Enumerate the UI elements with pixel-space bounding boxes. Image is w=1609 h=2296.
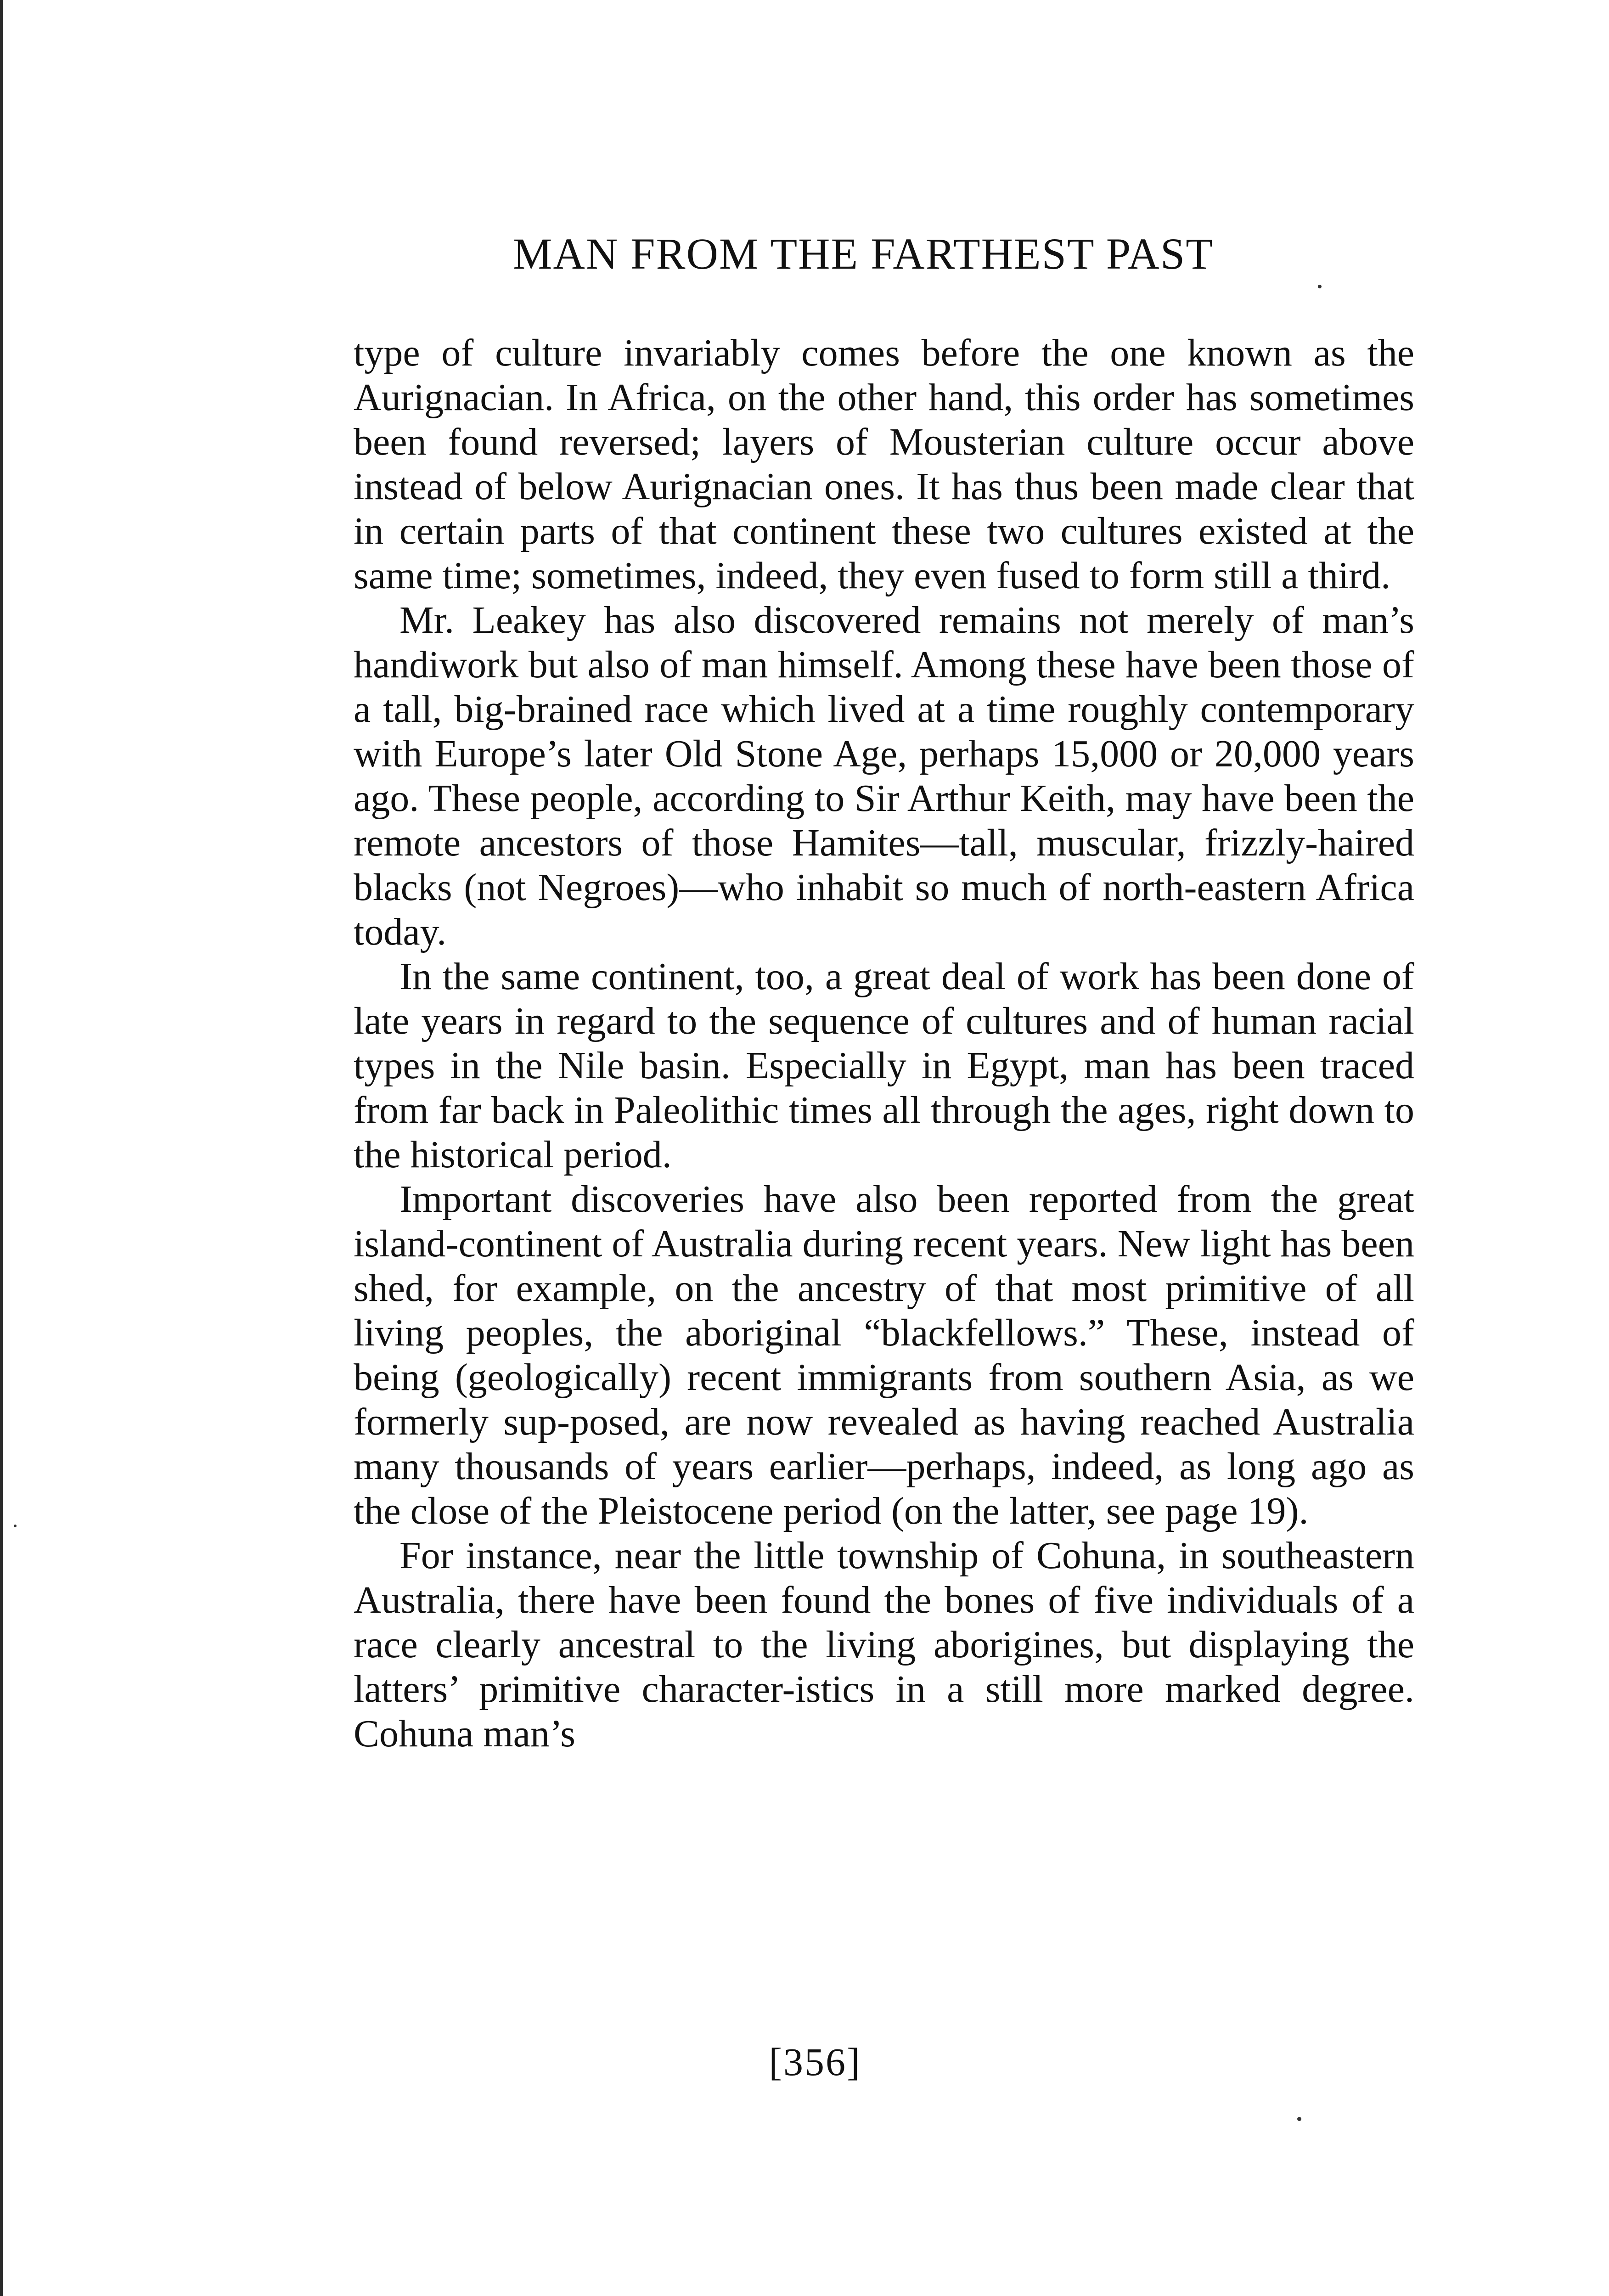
paper-speck — [1297, 2117, 1301, 2121]
page-edge-shadow — [0, 0, 3, 2296]
paragraph-1: type of culture invariably comes before the one known as the Aurignacian. In Africa, on the other hand, this order has sometimes been found reversed; layers of Mousterian culture occur above instead of below Aurignacian ones. It has thus been made clear that in certain parts of that continent these two cultures existed at the same time; sometimes, indeed, they even fused to form still a third. — [354, 332, 1414, 597]
body-text — [354, 331, 1414, 1756]
paragraph-5: For instance, near the little township of Cohuna, in southeastern Australia, there have been found the bones of five individuals of a race clearly ancestral to the living aborigines, but displaying the latters’ primitive character-istics in a still more marked degree. Cohuna man’s — [354, 1534, 1414, 1755]
running-head: MAN FROM THE FARTHEST PAST — [513, 229, 1214, 278]
paper-speck — [1318, 285, 1322, 288]
paragraph-3: In the same continent, too, a great deal of work has been done of late years in regard to the sequence of cultures and of human racial types in the Nile basin. Especially in Egypt, man has been traced from far back in Paleolithic times all through the ages, right down to the historical period. — [354, 955, 1414, 1176]
paragraph-4: Important discoveries have also been reported from the great island-continent of Australia during recent years. New light has been shed, for example, on the ancestry of that most primitive of all living peoples, the aboriginal “blackfellows.” These, instead of being (geologically) recent immigrants from southern Asia, as we formerly sup-posed, are now revealed as having reached Australia many thousands of years earlier—perhaps, indeed, as long ago as the close of the Pleistocene period (on the latter, see page 19). — [354, 1178, 1414, 1532]
paper-speck — [14, 1525, 17, 1527]
page-number: [356] — [769, 2040, 861, 2084]
paragraph-2: Mr. Leakey has also discovered remains not merely of man’s handiwork but also of man himself. Among these have been those of a tall, big-brained race which lived at a time roughly contemporary with Europe’s later Old Stone Age, perhaps 15,000 or 20,000 years ago. These people, according to Sir Arthur Keith, may have been the remote ancestors of those Hamites—tall, muscular, frizzly-haired blacks (not Negroes)—who inhabit so much of north-eastern Africa today. — [354, 599, 1414, 953]
